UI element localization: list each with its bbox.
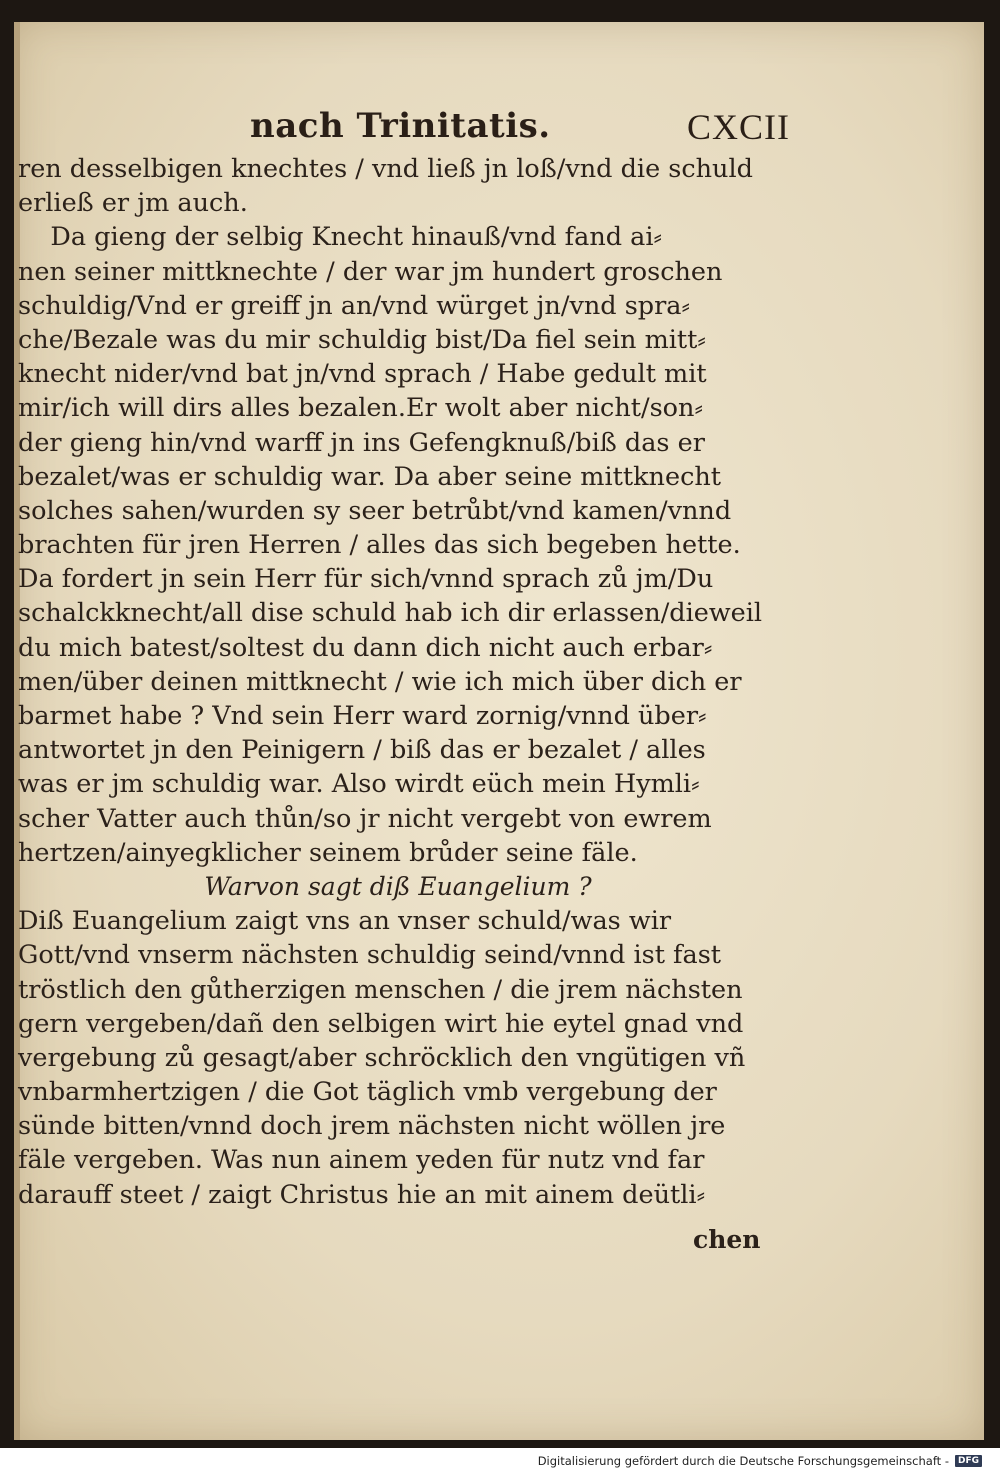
text-line: che/Bezale was du mir schuldig bist/Da fiel sein mitt⸗ <box>18 324 706 355</box>
section-heading: Warvon sagt diß Euangelium ? <box>204 871 592 901</box>
catchword: chen <box>693 1225 761 1254</box>
text-line: Da fordert jn sein Herr für sich/vnnd sprach zů jm/Du <box>18 564 714 595</box>
text-line: Gott/vnd vnserm nächsten schuldig seind/vnnd ist fast <box>18 940 722 971</box>
text-line: vergebung zů gesagt/aber schröcklich den vngütigen vñ <box>18 1042 746 1073</box>
text-line: schuldig/Vnd er greiff jn an/vnd würget jn/vnd spra⸗ <box>18 290 690 321</box>
footer-text: Digitalisierung gefördert durch die Deutsche Forschungsgemeinschaft - <box>537 1454 949 1468</box>
dfg-logo: DFG <box>955 1455 982 1467</box>
text-line: men/über deinen mittknecht / wie ich mich über dich er <box>18 666 742 697</box>
text-line: darauff steet / zaigt Christus hie an mit ainem deütli⸗ <box>18 1179 706 1210</box>
text-line: sünde bitten/vnnd doch jrem nächsten nicht wöllen jre <box>18 1111 726 1142</box>
text-line: vnbarmhertzigen / die Got täglich vmb vergebung der <box>18 1077 717 1108</box>
text-line: knecht nider/vnd bat jn/vnd sprach / Habe gedult mit <box>18 359 707 390</box>
text-line: hertzen/ainyegklicher seinem brůder seine fäle. <box>18 837 638 868</box>
text-line: scher Vatter auch thůn/so jr nicht vergebt von ewrem <box>18 803 712 834</box>
text-line: der gieng hin/vnd warff jn ins Gefengknuß/biß das er <box>18 427 705 458</box>
running-head-title: nach Trinitatis. <box>250 106 551 146</box>
text-line: tröstlich den gůtherzigen menschen / die jrem nächsten <box>18 974 743 1005</box>
text-line: nen seiner mittknechte / der war jm hundert groschen <box>18 256 723 287</box>
body-text <box>18 152 778 1212</box>
text-line: du mich batest/soltest du dann dich nicht auch erbar⸗ <box>18 632 713 663</box>
text-line: barmet habe ? Vnd sein Herr ward zornig/vnnd über⸗ <box>18 701 707 731</box>
folio-number: CXCII <box>687 107 790 147</box>
text-line: was er jm schuldig war. Also wirdt eüch mein Hymli⸗ <box>18 769 700 800</box>
text-line: gern vergeben/dañ den selbigen wirt hie eytel gnad vnd <box>18 1008 744 1039</box>
text-line: brachten für jren Herren / alles das sich begeben hette. <box>18 530 741 561</box>
running-head <box>250 106 790 156</box>
text-line: fäle vergeben. Was nun ainem yeden für nutz vnd far <box>18 1145 705 1176</box>
text-line: antwortet jn den Peinigern / biß das er bezalet / alles <box>18 735 706 766</box>
text-line: Diß Euangelium zaigt vns an vnser schuld/was wir <box>18 906 672 937</box>
text-line: Da gieng der selbig Knecht hinauß/vnd fand ai⸗ <box>18 222 663 253</box>
text-line: mir/ich will dirs alles bezalen.Er wolt aber nicht/son⸗ <box>18 393 703 424</box>
text-line: erließ er jm auch. <box>18 188 248 219</box>
footer <box>538 1454 982 1468</box>
text-line: schalckknecht/all dise schuld hab ich dir erlassen/dieweil <box>18 598 763 629</box>
text-line: solches sahen/wurden sy seer betrůbt/vnd kamen/vnnd <box>18 495 732 526</box>
text-line: bezalet/was er schuldig war. Da aber seine mittknecht <box>18 461 722 492</box>
text-line: ren desselbigen knechtes / vnd ließ jn loß/vnd die schuld <box>18 154 753 184</box>
